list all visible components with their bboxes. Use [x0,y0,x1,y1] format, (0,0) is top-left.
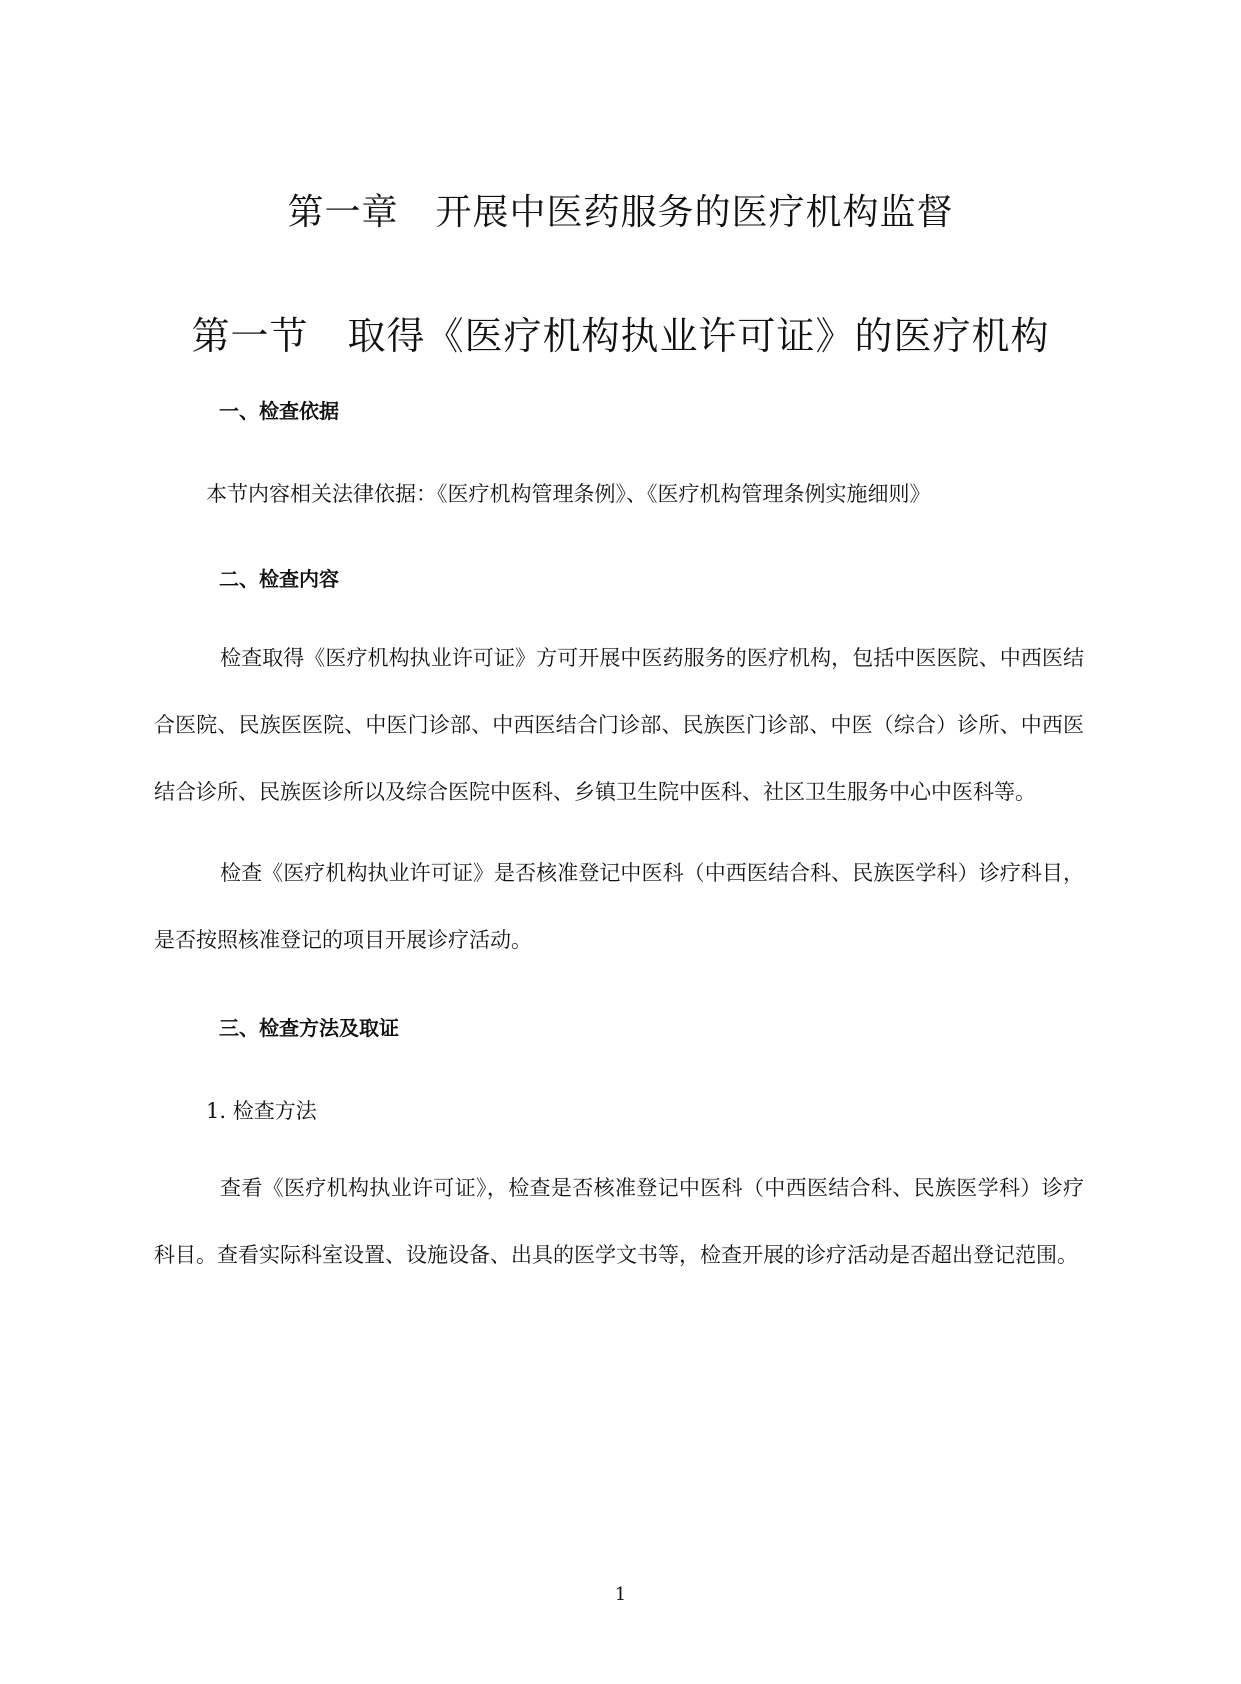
content-paragraph-2: 检查《医疗机构执业许可证》是否核准登记中医科（中西医结合科、民族医学科）诊疗科目，是否按照核准登记的项目开展诊疗活动。 [154,861,1084,952]
heading-inspection-method: 三、检查方法及取证 [219,1016,399,1040]
legal-basis-text: 本节内容相关法律依据：《医疗机构管理条例》、《医疗机构管理条例实施细则》 [206,482,931,506]
page-number: 1 [614,1584,627,1605]
content-paragraph-1: 检查取得《医疗机构执业许可证》方可开展中医药服务的医疗机构，包括中医医院、中西医结合医院、民族医医院、中医门诊部、中西医结合门诊部、民族医门诊部、中医（综合）诊所、中西医结合诊所、民族医诊所以及综合医院中医科、乡镇卫生院中医科、社区卫生服务中心中医科等。 [154,646,1084,804]
heading-inspection-basis: 一、检查依据 [219,399,339,423]
chapter-title: 第一章 开展中医药服务的医疗机构监督 [287,192,954,233]
subheading-method: 1. 检查方法 [206,1099,317,1123]
method-paragraph-1: 查看《医疗机构执业许可证》，检查是否核准登记中医科（中西医结合科、民族医学科）诊疗科目。查看实际科室设置、设施设备、出具的医学文书等，检查开展的诊疗活动是否超出登记范围。 [154,1176,1084,1267]
heading-inspection-content: 二、检查内容 [219,567,339,591]
section-title: 第一节 取得《医疗机构执业许可证》的医疗机构 [191,314,1050,358]
